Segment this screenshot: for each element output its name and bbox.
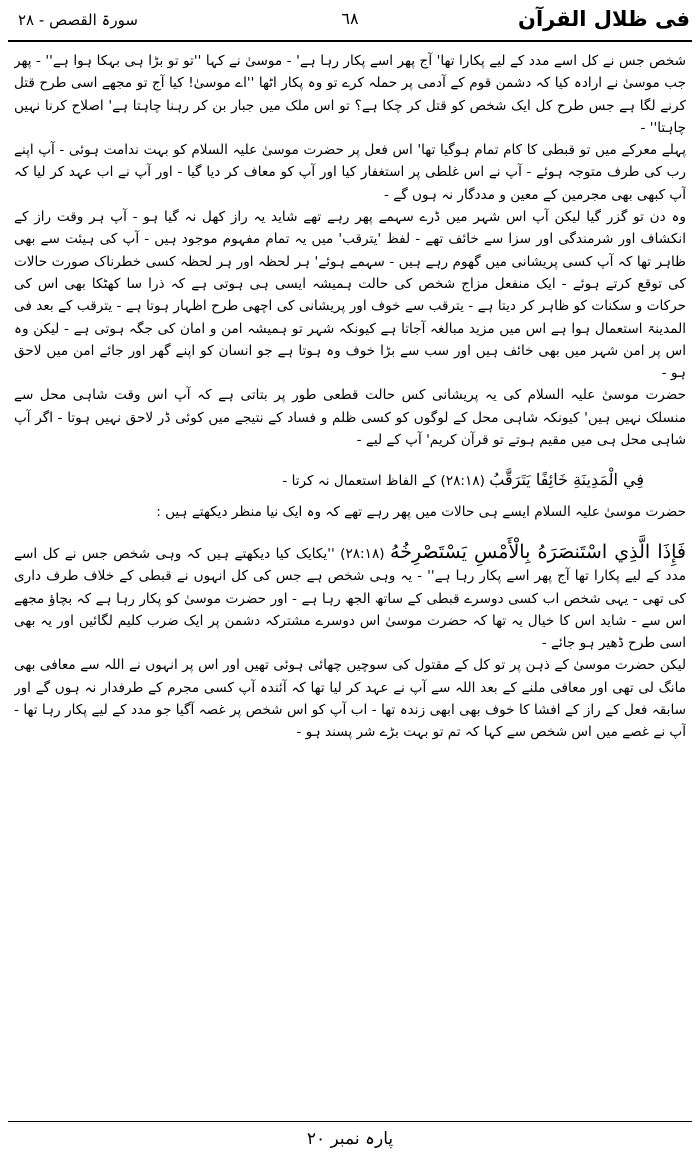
verse-reference: (۲۸:۱۸) [340,545,385,562]
page-body [14,50,686,1118]
header-rule [8,40,692,42]
verse-quote-2 [14,541,686,654]
surah-label: سورۃ القصص - ٢٨ [18,11,138,29]
paragraph-3: وہ دن تو گزر گیا لیکن آپ اس شہر میں ڈرے سہمے پھر رہے تھے شاید یہ راز کھل نہ گیا ہو - آپ ہر وقت راز کے انکشاف اور شرمندگی اور سزا سے خائف تھے - لفظ 'یترقب' میں یہ تمام مفہوم موجود ہیں - آپ کی ہیئت سے بھی ظاہر تھا کہ آپ کسی پریشانی میں گھوم رہے ہیں - سہمے ہوئے' ہر لحظہ اور ہر لحظہ کسی خطرناک صورت حالات کی توقع کرتے ہوئے - ایک منفعل مزاج شخص کی حالت ہمیشہ ایسی ہی ہوتی ہے کہ ذرا سا کھٹکا بھی اس کی حرکات و سکنات کو ظاہر کر دیتا ہے - یترقب سے خوف اور پریشانی کی اچھی طرح اظہار ہوتا ہے - یترقب کے بعد فی المدینۃ استعمال ہوا ہے اس میں مزید مبالغہ آجاتا ہے کیونکہ شہر تو ہمیشہ امن و امان کی جگہ ہوتی ہے - لیکن وہ اس پر امن شہر میں بھی خائف ہیں اور سب سے بڑا خوف وہ ہوتا ہے جو انسان کو اپنے گھر اور جائے امن میں لاحق ہو - [14,209,686,382]
spacer [14,493,686,501]
paragraph-1: شخص جس نے کل اسے مدد کے لیے پکارا تھا' آج پھر اسے پکار رہا ہے' - موسیٰ نے کہا ''تو تو بڑا ہی بہکا ہوا ہے'' - پھر جب موسیٰ نے ارادہ کیا کہ دشمن قوم کے آدمی پر حملہ کرے تو وہ پکار اٹھا ''اے موسیٰ! کیا آج تو مجھے اسی طرح قتل کرنے لگا ہے جس طرح کل ایک شخص کو قتل کر چکا ہے؟ تو اس ملک میں جبار بن کر رہنا چاہتا ہے' اصلاح کرنا نہیں چاہتا'' - [14,53,686,136]
page-header [10,4,690,38]
spacer [14,451,686,469]
book-title: فی ظلال القرآن [518,7,690,31]
paragraph-2: پہلے معرکے میں تو قبطی کا کام تمام ہوگیا تھا' اس فعل پر حضرت موسیٰ علیہ السلام کو بہت ندامت ہوئی - آپ اپنے رب کی طرف متوجہ ہوئے - آپ نے اس غلطی پر استغفار کیا اور آپ کو معاف کر دیا گیا - اور آپ نے اب عہد کر لیا کہ آپ کبھی بھی مجرمین کے معین و مددگار نہ ہوں گے - [14,142,686,203]
footer-rule [8,1121,692,1122]
verse-quote-1 [14,469,686,492]
verse-arabic: فِي الْمَدِينَةِ خَائِفًا يَتَرَقَّبُ [489,470,644,490]
spacer [14,523,686,541]
verse-arabic: فَإِذَا الَّذِي اسْتَنصَرَهُ بِالْأَمْسِ يَسْتَصْرِخُهُ [390,540,686,563]
verse-continuation: کے الفاظ استعمال نہ کرتا - [282,473,437,490]
page-number: ٦٨ [341,9,359,28]
transition-line: حضرت موسیٰ علیہ السلام ایسے ہی حالات میں پھر رہے تھے کہ وہ ایک نیا منظر دیکھتے ہیں : [156,503,686,520]
para-number-label: پارہ نمبر ۲۰ [306,1129,394,1149]
verse-reference: (۲۸:۱۸) [440,473,485,490]
closing-paragraph: لیکن حضرت موسیٰ کے ذہن پر تو کل کے مقتول کی سوچیں چھائی ہوئی تھیں اور اس پر انہوں نے اللہ سے معافی بھی مانگ لی تھی اور معافی ملنے کے بعد اللہ سے آپ نے عہد کر لیا تھا کہ آئندہ آپ کسی مجرم کے طرفدار نہ ہوں گے اور سابقہ فعل کے راز کے افشا کا خوف بھی ابھی زندہ تھا - اب آپ کو اس شخص پر غصہ آگیا جو مدد کے لیے پکار رہا تھا - آپ نے غصے میں اس شخص سے کہا کہ تم تو بہت بڑے شر پسند ہو - [14,657,686,741]
paragraph-4: حضرت موسیٰ علیہ السلام کی یہ پریشانی کس حالت قطعی طور پر بتاتی ہے کہ آپ اس وقت شاہی محل سے منسلک نہیں ہیں' کیونکہ شاہی محل کے لوگوں کو کسی ظلم و فساد کے نتیجے میں کوئی ڈر لاحق نہیں ہوتا - اگر آپ شاہی محل ہی میں مقیم ہوتے تو قرآن کریم' آپ کے لیے - [14,387,686,449]
verse-commentary: ''یکایک کیا دیکھتے ہیں کہ وہی شخص جس نے کل اسے مدد کے لیے پکارا تھا آج پھر اسے پکار رہا ہے'' - یہ وہی شخص ہے جس کی کل انہوں نے قبطی کے خلاف طرف داری کی تھی - یہی شخص اب کسی دوسرے قبطی کے ساتھ الجھ رہا ہے - اور حضرت موسیٰ کو پکار رہا ہے کہ بچاؤ مجھے اس سے - شاید اس کا خیال یہ تھا کہ حضرت موسیٰ اس دوسرے مشترکہ دشمن پر ایک ضرب کلیم لگائیں اور یہ بھی اسی طرح ڈھیر ہو جائے - [14,545,686,652]
